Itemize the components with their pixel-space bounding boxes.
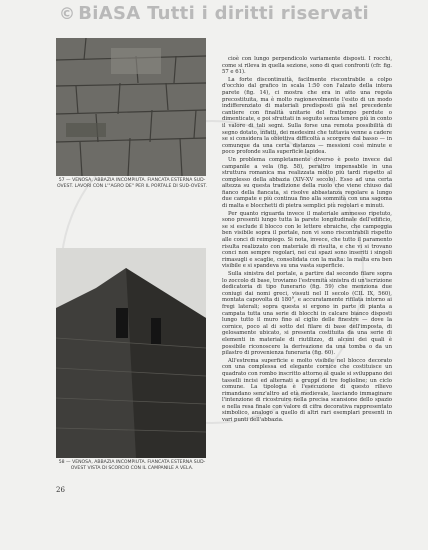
photo-wall-fragment: [56, 38, 206, 176]
figure-caption-58: 58 — VENOSA, ABBAZIA INCOMPIUTA. FIANCATA ESTERNA SUD-OVEST VISTA DI SCORCIO CON IL CAMPANILE A VELA.: [58, 460, 206, 471]
paragraph: La forte discontinuità, facilmente riscontrabile a colpo d'occhio dal grafico in scala 1:50 con l'alzato della intera parete (fig. 14), ci mostra che era in atto una regola precostituita, ma è molto ragionevolmente l'esito di un modo indifferenziato di materiali predisposti già nel precedente cantiere con finalità unitarie del frattempo perdute o dimenticate, e poi sfruttati in seguito senza tenere più in conto il valore di tali segni. Sulla forse una remota possibilità di segno dotato, infatti, dei medesimi che tuttavia venne a cadere se si considera la obiettiva difficoltà a scorgere dal basso — in comunque da una certa distanza — messioni così minute e poco profonde sulla superficie lapidea.: [222, 76, 392, 156]
paragraph: Sulla sinistra del portale, a partire dal secondo filare sopra lo zoccolo di base, troviamo l'estremità sinistra di un'iscrizione dedicatoria di tipo funerario (fig. 59) che menziona due coniugi dai nomi greci, vissuti nel II secolo (CIL IX, 560), montata capovolta di 180°, e accuratamente rifilata intorno ai fregi laterali; sopra questa si ergono in parte di pianta a campata tutta una serie di blocchi in calcare bianco disposti lungo tutto il muro fino al ciglio delle finestre — dove la cornice, poco al di sotto del filare di base dell'imposta, di gelosamente ubicato, si presenta costituita da una serie di elementi in materiale di riutilizzo, di alcuni dei quali è possibile riconoscere la derivazione da una tomba o da un pilastro di provenienza funeraria (fig. 60).: [222, 271, 392, 357]
body-text-column: [222, 56, 392, 424]
paragraph: Per quanto riguarda invece il materiale ammesso ripetuto, sono presenti lungo tutta la parete longitudinale dell'edificio, se si esclude il blocco con le lettere ebraiche, che campeggia ben visibile sopra il portale, non vi sono riscontrabili rispetto alle conci di reimpiego. Si nota, invece, che tutto il paramento risulta realizzato con materiale di risulta, e che vi si trovano conci non sempre regolari, nei cui spazi sono inseriti i singoli rimasugli e scaglie, consolidata con la malta: la malta era ben visibile e si spandeva su una vasta superficie.: [222, 210, 392, 270]
watermark-copyright-icon: ©: [58, 4, 76, 23]
paragraph: cioè con lungo perpendicolo variamente disposti. I rocchi, come si rileva in quella sezione, sono di quei confronti (cfr. fig. 57 e 61).: [222, 56, 392, 76]
paragraph: Un problema completamente diverso è posto invece dal campanile a vela (fig. 58), peraltro impensabile in una struttura romanica ma realizzata molto più tardi rispetto al complesso della abbazia (XIV-XV secolo). Esso ad una certa altezza su questa tradizione della ruolo che viene chiuso dal fianco della fiancata, si risolve abbastanza regolare a lungo due campate e più continua fino alla sommità con una sagoma di malta e blocchetti di pietra semplici più regolari e minuti.: [222, 156, 392, 210]
page-number: 26: [56, 486, 65, 494]
watermark: [0, 3, 428, 24]
photo-bell-gable: [56, 248, 206, 458]
watermark-text: BiASA Tutti i diritti riservati: [78, 3, 370, 24]
paragraph: All'estrema superficie e molto visibile nel blocco decorato con una complessa ed elegante cornice che costituisce un quadrato con rombo inscritto attorno al quale si sviluppano dei tasselli incisi ed alternati a gruppi di tre foglioline; un ciclo comune. La tipologia è l'esecuzione di questo rilievo rimandano senz'altro ad età medievale, lasciando immaginare l'intenzione di ricostruire nella precisa scansione dello spazio e nella resa finale con valore di cifra decorativa rappresentato simbolico, analogo a quello di altri rari esemplari presenti in vari punti dell'abbazia.: [222, 357, 392, 424]
photo-wall-fragment-image: [56, 38, 206, 176]
figure-caption-57: 57 — VENOSA, ABBAZIA INCOMPIUTA. FIANCATA ESTERNA SUD-OVEST. LAVORI CON L'"AGRO DE" PER IL PORTALE DI SUD-OVEST.: [56, 178, 208, 189]
photo-bell-gable-image: [56, 248, 206, 458]
